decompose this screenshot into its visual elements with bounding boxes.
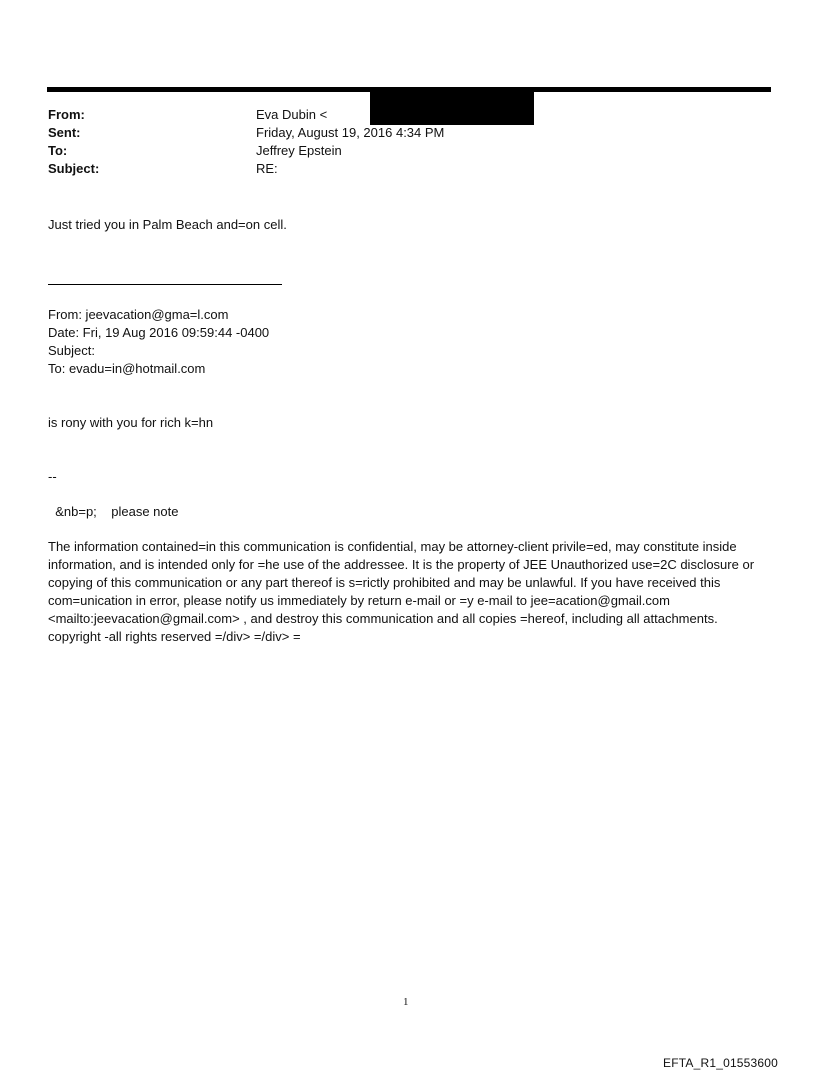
document-id: EFTA_R1_01553600 — [663, 1056, 779, 1070]
signature-dashes: -- — [48, 469, 57, 484]
page-number: 1 — [403, 996, 409, 1008]
to-value: Jeffrey Epstein — [256, 143, 342, 158]
sent-value: Friday, August 19, 2016 4:34 PM — [256, 125, 445, 140]
sent-label: Sent: — [48, 125, 81, 140]
reply-text: Just tried you in Palm Beach and=on cell. — [48, 217, 287, 232]
please-note: &nb=p; please note — [48, 504, 179, 519]
quoted-date: Date: Fri, 19 Aug 2016 09:59:44 -0400 — [48, 325, 270, 340]
quoted-subject: Subject: — [48, 343, 95, 358]
subject-label: Subject: — [48, 161, 100, 176]
disclaimer-text: The information contained=in this communication is confidential, may be attorney-client privile=ed, may constitute inside information, and is intended only for =he use of the addressee. It is the property of JEE Unauthorized use=2C disclosure or copying of this communication or any part thereof is s=rictly prohibited and may be unlawful. If you have received this com=unication in error, please notify us immediately by return e-mail or =y e-mail to jee=acation@gmail.com <mailto:jeevacation@gmail.com> , and destroy this communication and all copies =hereof, including all attachments. copyright -all rights reserved =/div> =/div> = — [48, 539, 755, 644]
redaction-box — [370, 92, 534, 125]
to-label: To: — [48, 143, 68, 158]
from-label: From: — [48, 107, 85, 122]
quoted-message: is rony with you for rich k=hn — [48, 415, 214, 430]
from-value: Eva Dubin < — [256, 107, 328, 122]
quoted-from: From: jeevacation@gma=l.com — [48, 307, 229, 322]
quoted-to: To: evadu=in@hotmail.com — [48, 361, 206, 376]
subject-value: RE: — [256, 161, 278, 176]
quote-divider — [48, 284, 282, 285]
